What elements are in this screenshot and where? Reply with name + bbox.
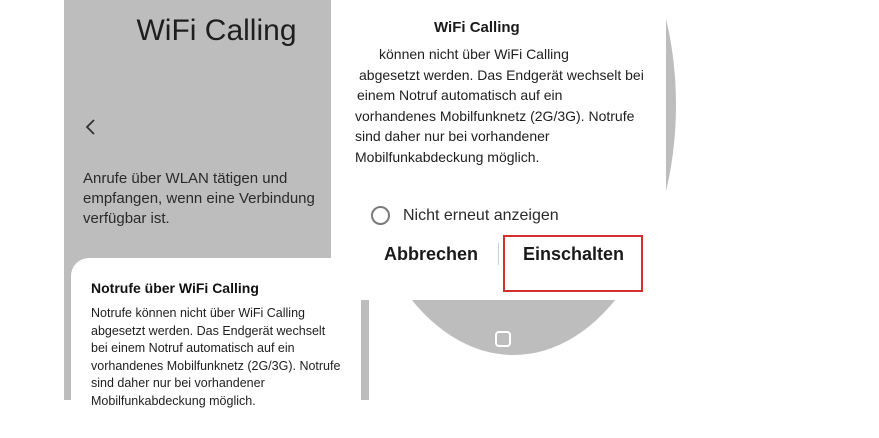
feature-description: Anrufe über WLAN tätigen und empfangen, wenn eine Verbindung verfügbar ist. (83, 170, 315, 227)
enable-button[interactable]: Einschalten (523, 244, 625, 264)
body-line: vorhandenes Mobilfunknetz (2G/3G). Notrufe (355, 107, 635, 124)
body-line: Mobilfunkabdeckung möglich. (355, 148, 540, 165)
dialog-title: Notrufe über WiFi Calling (91, 280, 259, 296)
enable-button-highlight (503, 235, 643, 292)
radio-button[interactable] (371, 206, 390, 225)
cancel-button[interactable]: Abbrechen (384, 244, 479, 264)
dialog-body: Notrufe können nicht über WiFi Calling abgesetzt werden. Das Endgerät wechselt bei einem Notruf automatisch auf ein vorhandenes Mobilfunknetz (2G/3G). Notrufe sind daher nur bei vorhandener Mobilfunkabdeckung möglich. (91, 306, 341, 408)
magnifier-circle (351, 0, 676, 355)
button-divider (498, 243, 499, 265)
magnified-dialog-body (355, 44, 644, 167)
body-line: sind daher nur bei vorhandener (355, 128, 550, 144)
phone-screen (64, 0, 369, 408)
body-line: können nicht über WiFi Calling (379, 46, 569, 62)
body-line: abgesetzt werden. Das Endgerät wechselt bei (359, 66, 644, 83)
dont-show-again-label: Nicht erneut anzeigen (403, 206, 559, 224)
home-button-icon[interactable] (495, 331, 511, 347)
emergency-call-dialog (71, 258, 361, 438)
magnified-dialog-title: WiFi Calling (434, 19, 520, 36)
chevron-left-icon[interactable] (84, 118, 98, 136)
page-title: WiFi Calling (136, 14, 297, 47)
dont-show-again-option[interactable] (371, 206, 559, 225)
body-line: einem Notruf automatisch auf ein (357, 87, 563, 103)
